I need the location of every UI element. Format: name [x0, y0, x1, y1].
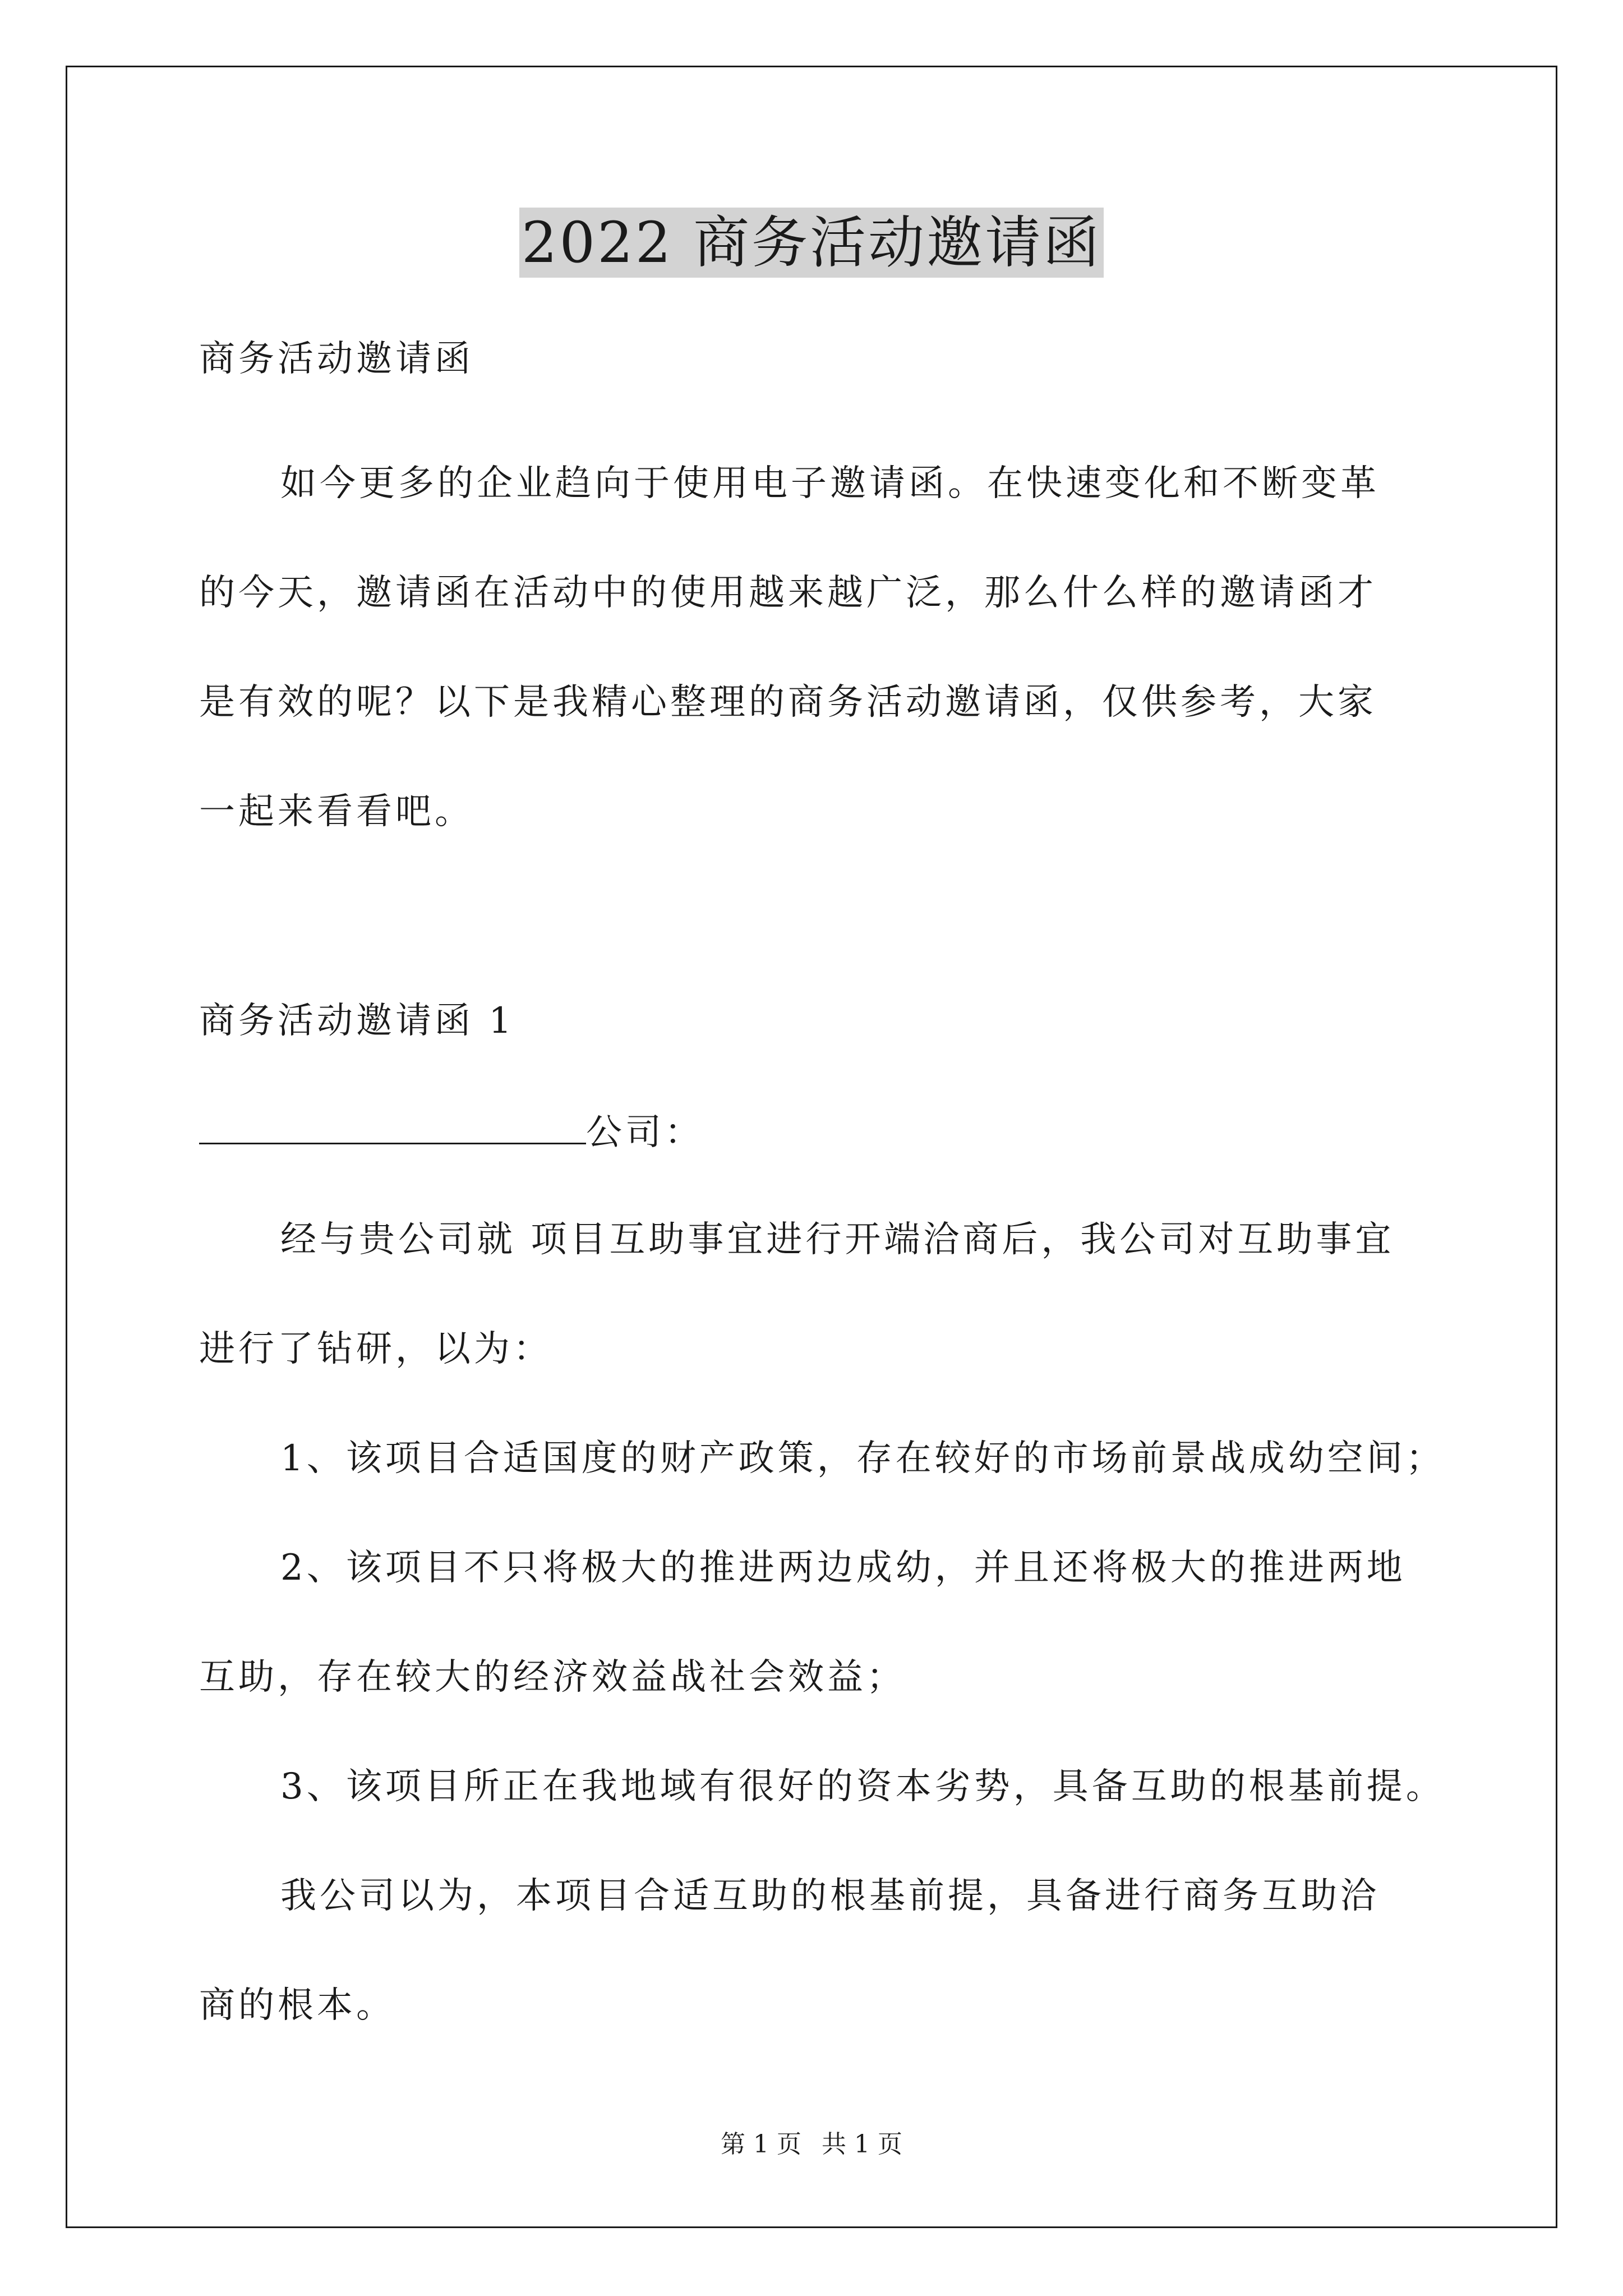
intro-line-4: 一起来看看吧。: [199, 791, 474, 832]
body-line-6: 3、该项目所正在我地域有很好的资本劣势，具备互助的根基前提。: [280, 1766, 1445, 1807]
document-title: [0, 208, 1623, 278]
intro-line-2: 的今天，邀请函在活动中的使用越来越广泛，那么什么样的邀请函才: [199, 572, 1377, 614]
intro-line-3: 是有效的呢？以下是我精心整理的商务活动邀请函，仅供参考，大家: [199, 682, 1377, 723]
body-line-4: 2、该项目不只将极大的推进两边成幼，并且还将极大的推进两地: [280, 1547, 1406, 1589]
salutation-line: [199, 1108, 704, 1155]
section-heading: 商务活动邀请函 1: [199, 1000, 515, 1042]
title-text: 2022 商务活动邀请函: [519, 208, 1104, 278]
body-line-2: 进行了钻研，以为：: [199, 1328, 552, 1370]
page-number: 第 1 页: [721, 2130, 801, 2159]
body-line-5: 互助，存在较大的经济效益战社会效益；: [199, 1657, 906, 1698]
body-line-1: 经与贵公司就 项目互助事宜进行开端洽商后，我公司对互助事宜: [280, 1219, 1395, 1260]
intro-line-1: 如今更多的企业趋向于使用电子邀请函。在快速变化和不断变革: [280, 463, 1380, 504]
body-line-7: 我公司以为，本项目合适互助的根基前提，具备进行商务互助洽: [280, 1875, 1380, 1917]
subtitle: 商务活动邀请函: [199, 338, 474, 380]
company-name-blank: [199, 1108, 586, 1144]
page-footer: [0, 2129, 1623, 2160]
page-total: 共 1 页: [822, 2130, 902, 2159]
body-line-8: 商的根本。: [199, 1985, 395, 2026]
body-line-3: 1、该项目合适国度的财产政策，存在较好的市场前景战成幼空间；: [280, 1438, 1445, 1479]
salutation-text: 公司：: [586, 1112, 704, 1153]
